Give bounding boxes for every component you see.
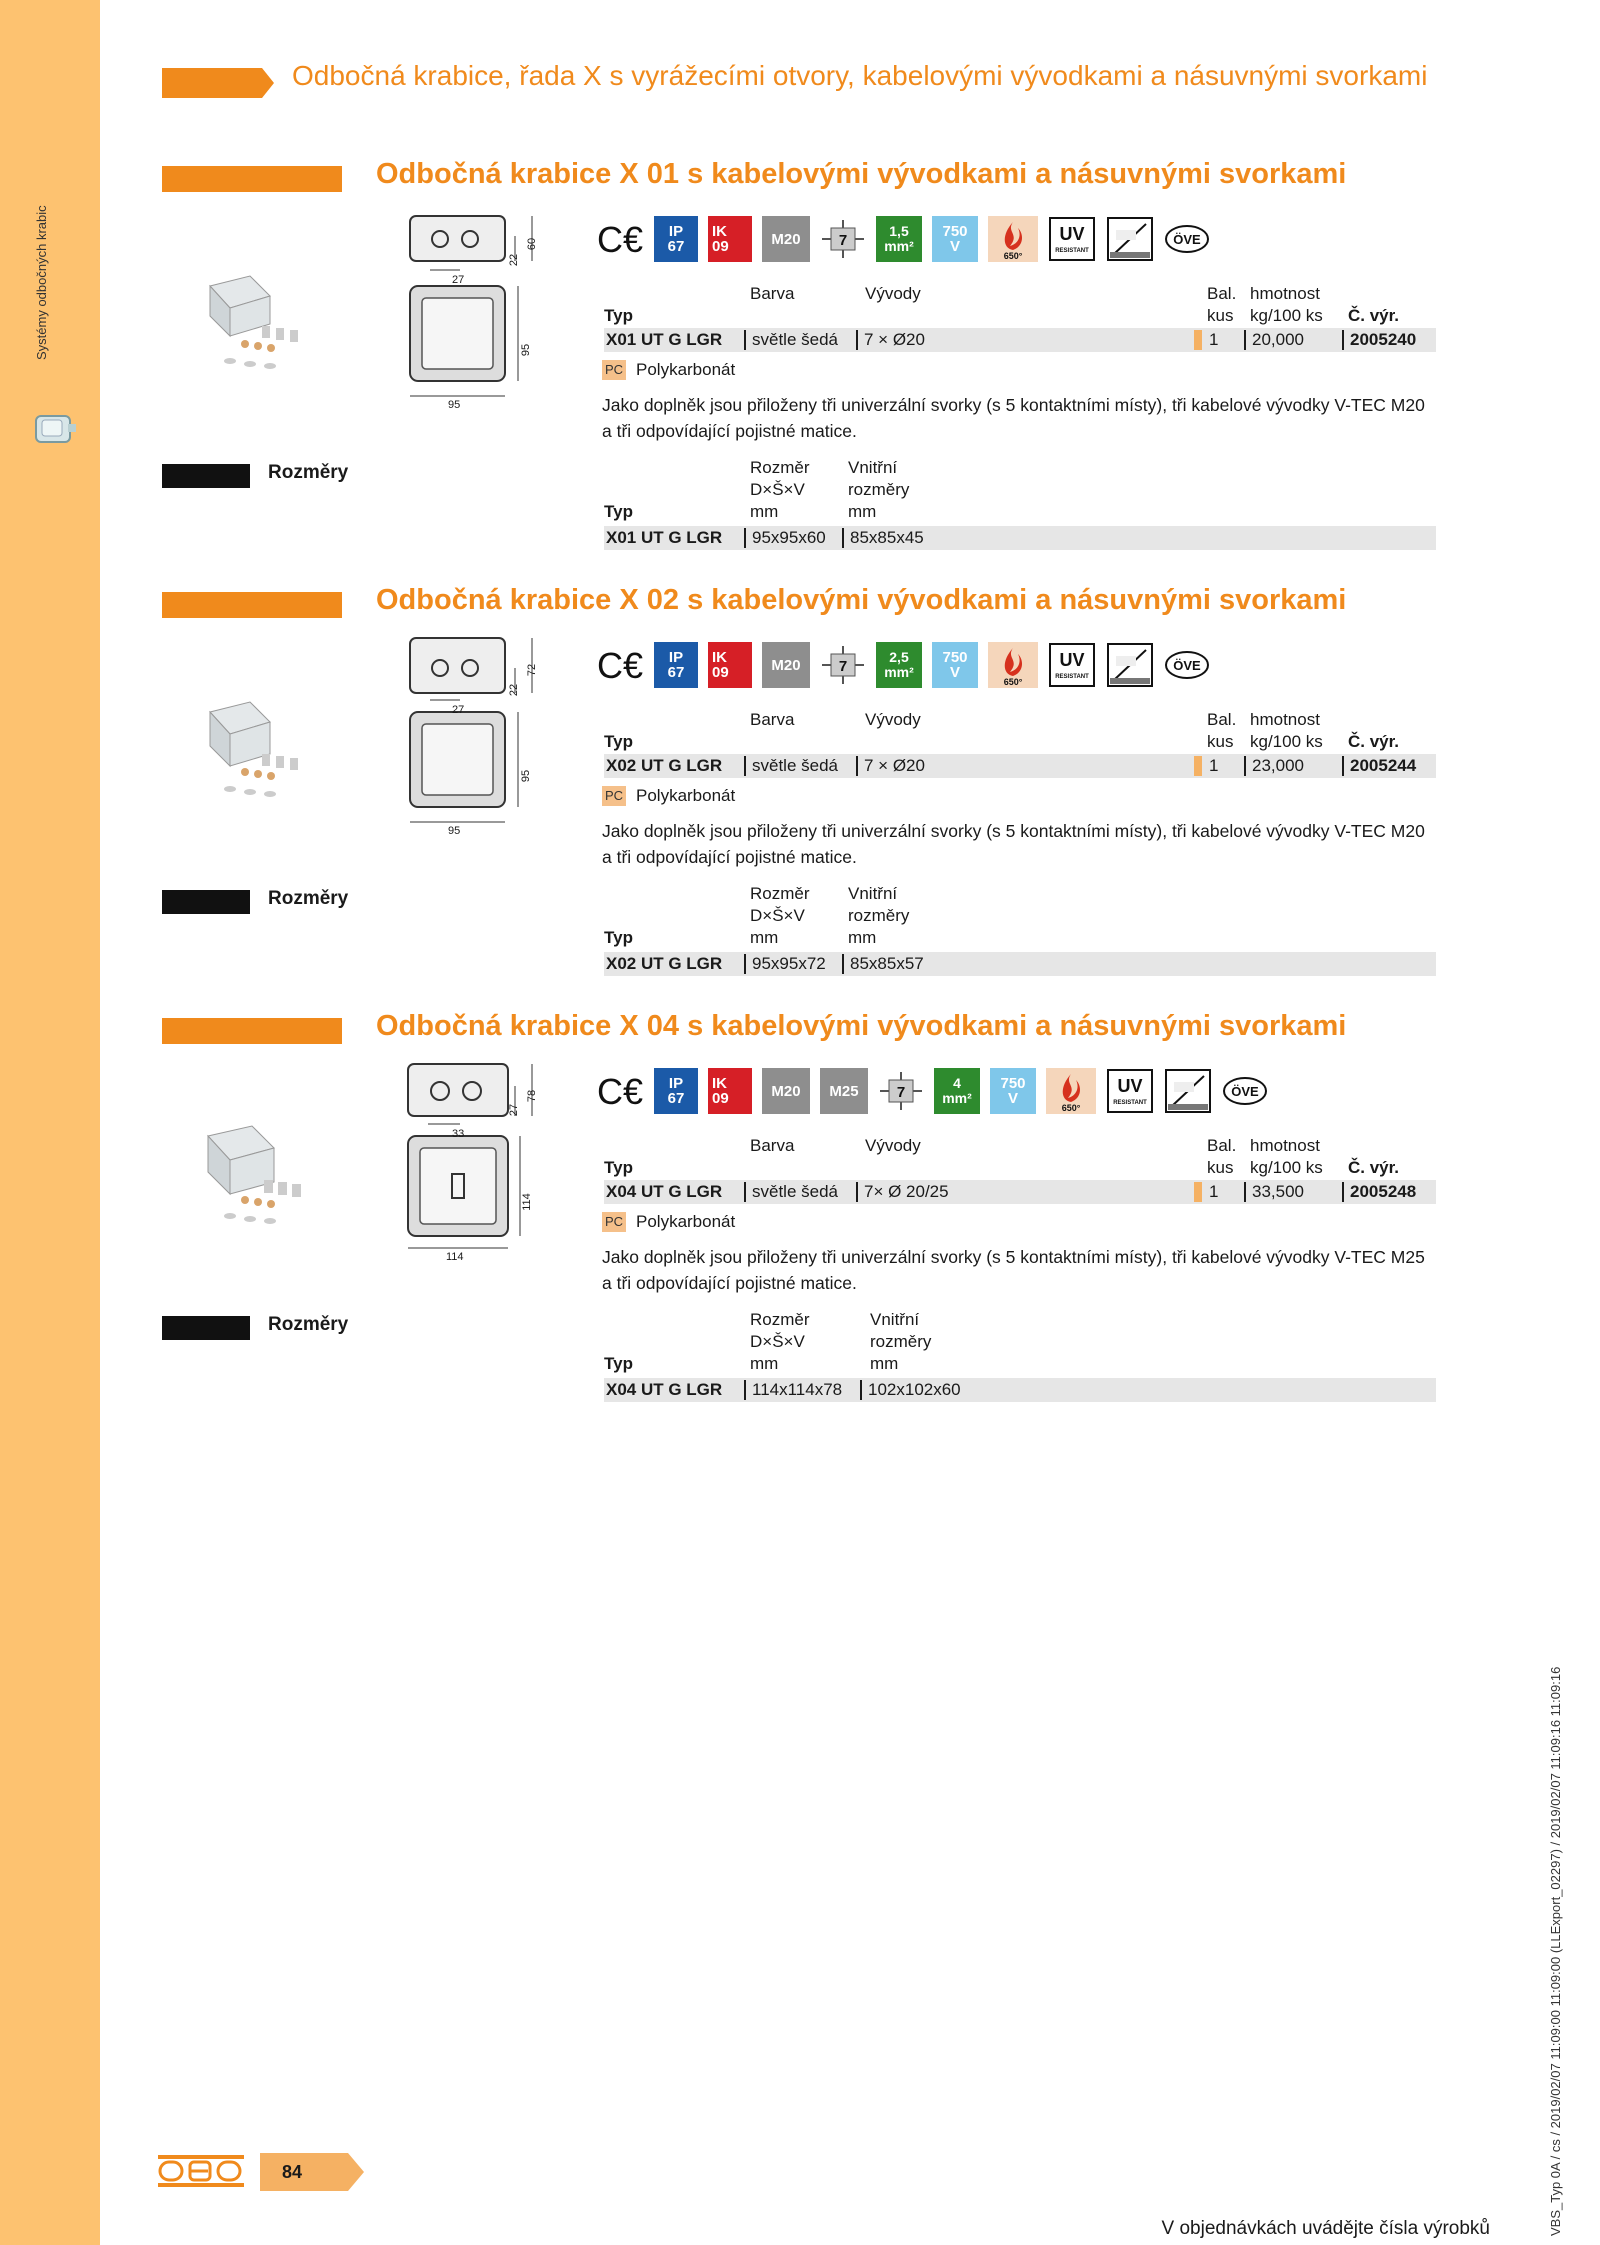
dim-head-vnitrni3: mm <box>848 502 877 521</box>
dim-row-rozmer: 95x95x60 <box>752 528 826 547</box>
gland-m20-icon: M20 <box>762 216 810 262</box>
head-cvyr: Č. výr. <box>1348 732 1400 751</box>
head-kg: kg/100 ks <box>1250 306 1323 325</box>
product-photo <box>190 692 305 802</box>
ove-icon <box>1164 216 1210 262</box>
dim-table-row <box>604 952 1436 976</box>
product-section-x02 <box>0 584 1600 1012</box>
row-barva: světle šedá <box>752 1182 838 1201</box>
dim-row-typ: X01 UT G LGR <box>606 528 723 547</box>
head-kus: kus <box>1207 732 1234 751</box>
drawing-dim-w: 114 <box>446 1251 464 1263</box>
gland-m20-icon: M20 <box>762 1068 810 1114</box>
dim-table-row <box>604 526 1436 550</box>
svg-text:RESISTANT: RESISTANT <box>1113 1100 1147 1106</box>
dim-head-rozmer1: Rozměr <box>750 458 810 477</box>
dim-head-rozmer3: mm <box>750 502 779 521</box>
head-vyvody: Vývody <box>865 284 921 303</box>
material-label: Polykarbonát <box>636 1212 736 1231</box>
ik-rating-icon: IK 09 <box>708 1068 752 1114</box>
row-hmotnost: 33,500 <box>1252 1182 1304 1201</box>
section-bar <box>162 1018 342 1044</box>
ove-icon <box>1164 642 1210 688</box>
uv-resistant-icon <box>1048 216 1096 262</box>
row-vyvody: 7× Ø 20/25 <box>864 1182 949 1201</box>
head-kg: kg/100 ks <box>1250 732 1323 751</box>
head-kg: kg/100 ks <box>1250 1158 1323 1177</box>
head-hmotnost: hmotnost <box>1250 710 1320 729</box>
dim-head-vnitrni2: rozměry <box>848 906 910 925</box>
product-photo <box>190 1118 305 1228</box>
row-barva: světle šedá <box>752 330 838 349</box>
section-bar <box>162 592 342 618</box>
product-section-x01 <box>0 158 1600 586</box>
description: Jako doplněk jsou přiloženy tři univerzální svorky (s 5 kontaktními místy), tři kabelové vývodky V-TEC M20 a tři odpovídající pojistné matice. <box>602 395 1425 441</box>
dim-head-rozmer2: D×Š×V <box>750 480 805 499</box>
ip-rating-icon: IP 67 <box>654 216 698 262</box>
material-label: Polykarbonát <box>636 360 736 379</box>
row-vyvody: 7 × Ø20 <box>864 330 925 349</box>
free-from-halogen-icon <box>1106 216 1154 262</box>
svg-text:RESISTANT: RESISTANT <box>1055 674 1089 680</box>
svg-text:650°: 650° <box>1061 1103 1081 1113</box>
dim-label: Rozměry <box>268 1314 349 1335</box>
head-cvyr: Č. výr. <box>1348 306 1400 325</box>
uv-resistant-icon <box>1048 642 1096 688</box>
gland-m25-icon: M25 <box>820 1068 868 1114</box>
product-photo <box>190 266 305 376</box>
svg-text:UV: UV <box>1059 224 1085 244</box>
glow-wire-icon <box>1046 1068 1096 1114</box>
row-typ: X01 UT G LGR <box>606 330 723 349</box>
dim-label: Rozměry <box>268 462 349 483</box>
svg-text:7: 7 <box>896 1084 906 1101</box>
product-section-x04 <box>0 1010 1600 1438</box>
title-arrow <box>162 68 274 98</box>
svg-text:650°: 650° <box>1003 251 1023 261</box>
row-cvyr: 2005244 <box>1350 756 1417 775</box>
drawing-dim-d2: 22 <box>508 683 521 697</box>
dim-label: Rozměry <box>268 888 349 909</box>
table-row <box>604 754 1436 778</box>
dim-head-vnitrni3: mm <box>870 1354 899 1373</box>
certification-icons <box>596 214 1210 264</box>
dim-head-vnitrni1: Vnitřní <box>870 1310 920 1329</box>
head-hmotnost: hmotnost <box>1250 284 1320 303</box>
svg-text:RESISTANT: RESISTANT <box>1055 248 1089 254</box>
dim-head-vnitrni1: Vnitřní <box>848 884 898 903</box>
description: Jako doplněk jsou přiloženy tři univerzální svorky (s 5 kontaktními místy), tři kabelové vývodky V-TEC M25 a tři odpovídající pojistné matice. <box>602 1247 1425 1293</box>
dim-head-vnitrni2: rozměry <box>870 1332 932 1351</box>
dim-row-rozmer: 114x114x78 <box>752 1380 843 1399</box>
svg-text:7: 7 <box>838 232 848 249</box>
uv-resistant-icon <box>1106 1068 1154 1114</box>
head-barva: Barva <box>750 710 795 729</box>
dim-head-rozmer3: mm <box>750 1354 779 1373</box>
glow-wire-icon <box>988 216 1038 262</box>
svg-text:650°: 650° <box>1003 677 1023 687</box>
footer-note: V objednávkách uvádějte čísla výrobků <box>1161 2218 1490 2239</box>
ce-icon: C€ <box>596 644 644 686</box>
page-number: 84 <box>282 2162 303 2182</box>
ip-rating-icon: IP 67 <box>654 1068 698 1114</box>
drawing-dim-h: 95 <box>520 343 533 357</box>
material-tag: PC <box>602 360 626 380</box>
material-label: Polykarbonát <box>636 786 736 805</box>
glow-wire-icon <box>988 642 1038 688</box>
drawing-dim-d3: 72 <box>526 663 539 677</box>
row-cvyr: 2005248 <box>1350 1182 1417 1201</box>
head-vyvody: Vývody <box>865 710 921 729</box>
entries-icon <box>820 216 866 262</box>
dim-head-vnitrni1: Vnitřní <box>848 458 898 477</box>
drawing-dim-d1: 33 <box>452 1128 465 1140</box>
head-hmotnost: hmotnost <box>1250 1136 1320 1155</box>
ove-icon <box>1222 1068 1268 1114</box>
page-title: Odbočná krabice, řada X s vyrážecími otvory, kabelovými vývodkami a násuvnými svorkami <box>292 60 1428 91</box>
drawing-dim-d2: 27 <box>508 1103 521 1117</box>
ip-rating-icon: IP 67 <box>654 642 698 688</box>
head-typ: Typ <box>604 306 633 325</box>
row-bal: 1 <box>1209 330 1219 349</box>
table-row <box>604 328 1436 352</box>
row-typ: X02 UT G LGR <box>606 756 723 775</box>
dim-row-typ: X02 UT G LGR <box>606 954 723 973</box>
drawing-dim-d1: 27 <box>452 274 465 286</box>
ce-icon: C€ <box>596 218 644 260</box>
head-kus: kus <box>1207 1158 1234 1177</box>
technical-drawing <box>400 1058 550 1258</box>
head-cvyr: Č. výr. <box>1348 1158 1400 1177</box>
dim-row-typ: X04 UT G LGR <box>606 1380 723 1399</box>
technical-drawing <box>400 632 550 832</box>
voltage-icon: 750 V <box>932 216 978 262</box>
free-from-halogen-icon <box>1106 642 1154 688</box>
page-number-tab <box>260 2153 364 2191</box>
material-tag: PC <box>602 1212 626 1232</box>
voltage-icon: 750 V <box>990 1068 1036 1114</box>
head-typ: Typ <box>604 732 633 751</box>
svg-text:UV: UV <box>1117 1076 1143 1096</box>
drawing-dim-d2: 22 <box>508 253 521 267</box>
dim-row-rozmer: 95x95x72 <box>752 954 826 973</box>
dim-row-vnitrni: 85x85x45 <box>850 528 924 547</box>
head-bal: Bal. <box>1207 710 1237 729</box>
dim-head-typ: Typ <box>604 502 633 521</box>
table-row <box>604 1180 1436 1204</box>
dim-bar <box>162 464 250 488</box>
voltage-icon: 750 V <box>932 642 978 688</box>
description: Jako doplněk jsou přiloženy tři univerzální svorky (s 5 kontaktními místy), tři kabelové vývodky V-TEC M20 a tři odpovídající pojistné matice. <box>602 821 1425 867</box>
drawing-dim-h: 95 <box>520 769 533 783</box>
dim-head-rozmer1: Rozměr <box>750 884 810 903</box>
certification-icons <box>596 640 1210 690</box>
dim-head-vnitrni3: mm <box>848 928 877 947</box>
print-metadata: VBS_Typ 0A / cs / 2019/02/07 11:09:00 11:09:00 (LLExport_02297) / 2019/02/07 11:09:16 11:09:16 <box>1548 1666 1563 2236</box>
cross-section-icon: 4 mm² <box>934 1068 980 1114</box>
ik-rating-icon: IK 09 <box>708 216 752 262</box>
head-bal: Bal. <box>1207 1136 1237 1155</box>
row-bal: 1 <box>1209 1182 1219 1201</box>
svg-text:ÖVE: ÖVE <box>1173 232 1201 247</box>
row-cvyr: 2005240 <box>1350 330 1417 349</box>
technical-drawing <box>400 206 550 406</box>
drawing-dim-w: 95 <box>448 825 461 837</box>
svg-text:7: 7 <box>838 658 848 675</box>
svg-text:ÖVE: ÖVE <box>1231 1084 1259 1099</box>
dim-head-rozmer1: Rozměr <box>750 1310 810 1329</box>
section-title: Odbočná krabice X 01 s kabelovými vývodkami a násuvnými svorkami <box>376 158 1347 190</box>
dim-head-rozmer3: mm <box>750 928 779 947</box>
dim-bar <box>162 1316 250 1340</box>
head-bal: Bal. <box>1207 284 1237 303</box>
head-typ: Typ <box>604 1158 633 1177</box>
dim-bar <box>162 890 250 914</box>
drawing-dim-d3: 78 <box>526 1089 539 1103</box>
cross-section-icon: 1,5 mm² <box>876 216 922 262</box>
row-hmotnost: 20,000 <box>1252 330 1304 349</box>
entries-icon <box>820 642 866 688</box>
gland-m20-icon: M20 <box>762 642 810 688</box>
cross-section-icon: 2,5 mm² <box>876 642 922 688</box>
dim-head-rozmer2: D×Š×V <box>750 906 805 925</box>
section-bar <box>162 166 342 192</box>
ik-rating-icon: IK 09 <box>708 642 752 688</box>
svg-text:ÖVE: ÖVE <box>1173 658 1201 673</box>
section-title: Odbočná krabice X 04 s kabelovými vývodkami a násuvnými svorkami <box>376 1010 1347 1042</box>
ce-icon: C€ <box>596 1070 644 1112</box>
drawing-dim-h: 114 <box>520 1193 533 1211</box>
drawing-dim-d3: 60 <box>526 237 539 251</box>
entries-icon <box>878 1068 924 1114</box>
head-barva: Barva <box>750 284 795 303</box>
side-label: Systémy odbočných krabic <box>34 205 49 360</box>
section-title: Odbočná krabice X 02 s kabelovými vývodkami a násuvnými svorkami <box>376 584 1347 616</box>
dim-head-rozmer2: D×Š×V <box>750 1332 805 1351</box>
obo-logo <box>158 2155 244 2187</box>
free-from-halogen-icon <box>1164 1068 1212 1114</box>
head-vyvody: Vývody <box>865 1136 921 1155</box>
row-hmotnost: 23,000 <box>1252 756 1304 775</box>
row-bal: 1 <box>1209 756 1219 775</box>
head-barva: Barva <box>750 1136 795 1155</box>
dim-head-typ: Typ <box>604 928 633 947</box>
row-vyvody: 7 × Ø20 <box>864 756 925 775</box>
svg-text:UV: UV <box>1059 650 1085 670</box>
dim-head-typ: Typ <box>604 1354 633 1373</box>
row-barva: světle šedá <box>752 756 838 775</box>
row-typ: X04 UT G LGR <box>606 1182 723 1201</box>
material-tag: PC <box>602 786 626 806</box>
certification-icons <box>596 1066 1268 1116</box>
dim-row-vnitrni: 102x102x60 <box>868 1380 961 1399</box>
drawing-dim-w: 95 <box>448 399 461 411</box>
dim-row-vnitrni: 85x85x57 <box>850 954 924 973</box>
dim-table-row <box>604 1378 1436 1402</box>
dim-head-vnitrni2: rozměry <box>848 480 910 499</box>
head-kus: kus <box>1207 306 1234 325</box>
drawing-dim-d1: 27 <box>452 704 465 716</box>
